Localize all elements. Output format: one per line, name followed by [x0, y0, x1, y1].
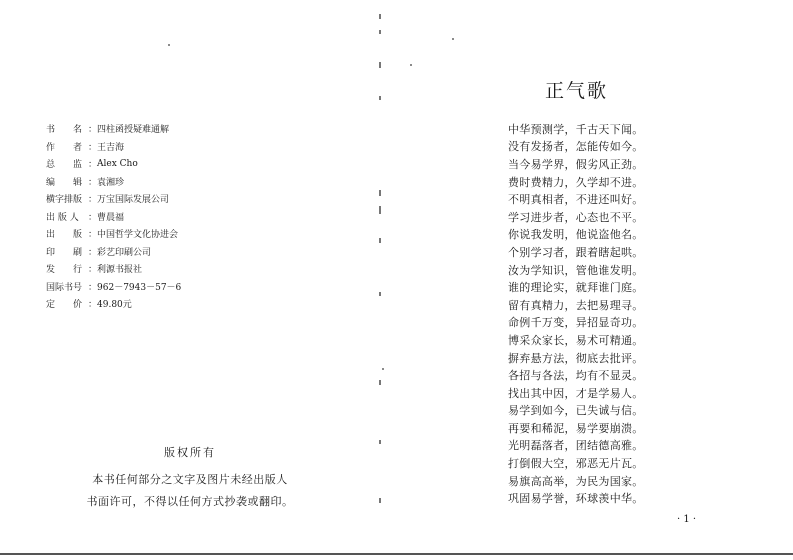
colophon-label: 出 版 [46, 230, 83, 241]
colophon-list [46, 120, 181, 313]
colophon-label: 发 行 [46, 265, 83, 276]
scan-speck [452, 38, 454, 40]
page-number: · 1 · [677, 514, 697, 525]
poem-line: 谁的理论实，就拜谁门庭。 [508, 281, 644, 295]
colophon-label: 印 刷 [46, 247, 83, 258]
copyright-title: 版权所有 [164, 446, 216, 459]
poem-line: 各招与各法，均有不显灵。 [508, 369, 644, 383]
colophon-row: 定 价 ： 49.80元 [46, 295, 181, 313]
colophon-row: 出 版 人 ： 曹晨福 [46, 208, 181, 226]
poem-line: 再要和稀泥，易学要崩溃。 [508, 421, 644, 435]
colophon-label: 出 版 人 [46, 212, 79, 223]
colophon-row: 编 辑 ： 袁湘珍 [46, 173, 181, 191]
colophon-value: 四柱函授疑难通解 [97, 125, 170, 136]
poem-line: 易旗高高举，为民为国家。 [508, 474, 644, 488]
colophon-label: 作 者 [46, 142, 83, 153]
colophon-label: 国际书号 [46, 282, 83, 293]
poem-line: 找出其中因，才是学易人。 [508, 386, 644, 400]
colophon-value: 49.80元 [97, 300, 132, 311]
colophon-row: 总 监 ： Alex Cho [46, 158, 138, 171]
copyright-notice [40, 444, 340, 513]
page-bottom-edge [0, 553, 793, 555]
colophon-label: 总 监 [46, 160, 83, 171]
poem-line: 没有发扬者，怎能传如今。 [508, 140, 644, 154]
colophon-value: 中国哲学文化协进会 [97, 230, 179, 241]
poem-line: 摒弃悬方法，彻底去批评。 [508, 351, 644, 365]
poem-line: 中华预测学，千古天下闻。 [508, 122, 644, 136]
colophon-row: 书 名 ： 四柱函授疑难通解 [46, 120, 181, 138]
right-page [380, 0, 793, 560]
copyright-line: 书面许可，不得以任何方式抄袭或翻印。 [86, 495, 294, 508]
poem-line: 光明磊落者，团结德高雅。 [508, 439, 644, 453]
poem-line: 博采众家长，易术可精通。 [508, 333, 644, 347]
colophon-row: 印 刷 ： 彩艺印刷公司 [46, 243, 181, 261]
poem-title: 正气歌 [545, 80, 609, 102]
colophon-label: 编 辑 [46, 177, 83, 188]
colophon-value: 袁湘珍 [97, 177, 125, 188]
colophon-value: 利源书报社 [97, 265, 143, 276]
poem-line: 汝为学知识，管他谁发明。 [508, 263, 644, 277]
colophon-value: 王吉海 [97, 142, 125, 153]
colophon-row: 国际书号 ： 962－7943－57－6 [46, 278, 181, 296]
colophon-value: 万宝国际发展公司 [97, 195, 170, 206]
scan-speck [382, 368, 384, 370]
colophon-label: 书 名 [46, 125, 83, 136]
poem-line: 留有真精力，去把易理寻。 [508, 298, 644, 312]
poem-line: 不明真相者，不进还叫好。 [508, 193, 644, 207]
copyright-line: 本书任何部分之文字及图片未经出版人 [92, 473, 288, 486]
poem-line: 当今易学界，假劣风正劲。 [508, 157, 644, 171]
colophon-value: 彩艺印刷公司 [97, 247, 152, 258]
poem-line: 你说我发明，他说盗他名。 [508, 228, 644, 242]
colophon-value: 962－7943－57－6 [97, 282, 182, 293]
colophon-label: 定 价 [46, 300, 83, 311]
poem-line: 巩固易学誉，环球羡中华。 [508, 492, 644, 506]
poem-line: 费时费精力，久学却不进。 [508, 175, 644, 189]
left-page [0, 0, 380, 560]
poem-line: 个别学习者，跟着瞎起哄。 [508, 245, 644, 259]
scan-speck [410, 64, 412, 66]
colophon-label: 横字排版 [46, 195, 83, 206]
poem-line: 易学到如今，已失诚与信。 [508, 404, 644, 418]
colophon-row: 横字排版 ： 万宝国际发展公司 [46, 190, 181, 208]
poem-line: 打倒假大空，邪恶无片瓦。 [508, 457, 644, 471]
colophon-value: Alex Cho [97, 158, 138, 169]
poem-line: 命例千万变，异招显奇功。 [508, 316, 644, 330]
colophon-row: 出 版 ： 中国哲学文化协进会 [46, 225, 181, 243]
colophon-row: 作 者 ： 王吉海 [46, 138, 181, 156]
poem-line: 学习进步者，心态也不平。 [508, 210, 644, 224]
scan-speck [168, 44, 170, 46]
colophon-row: 发 行 ： 利源书报社 [46, 260, 181, 278]
poem-lines [508, 120, 644, 507]
colophon-value: 曹晨福 [97, 212, 125, 223]
